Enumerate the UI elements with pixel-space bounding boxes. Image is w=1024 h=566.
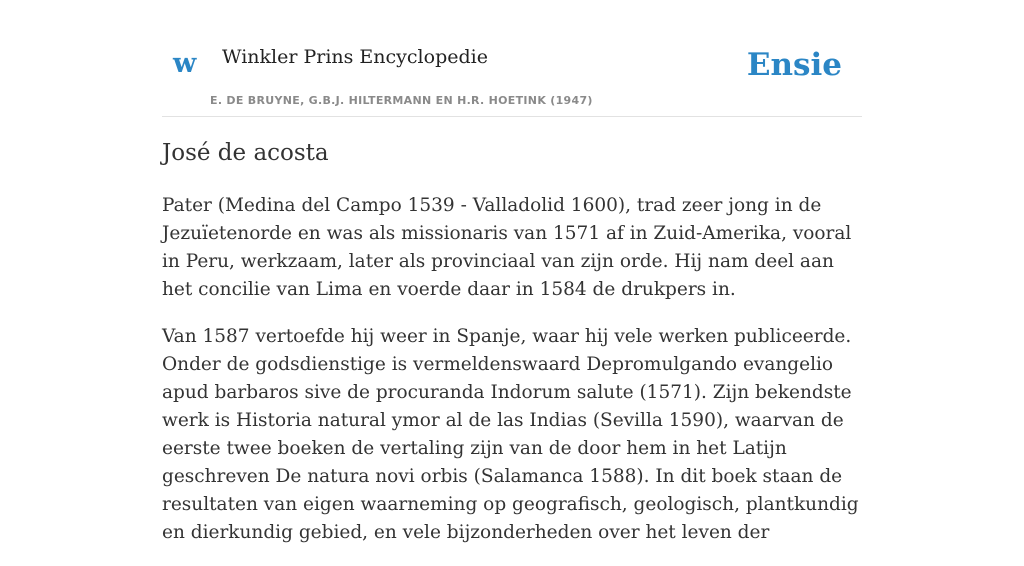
winkler-prins-logo[interactable]: w: [173, 48, 197, 79]
article-paragraph: Pater (Medina del Campo 1539 - Valladolid 1600), trad zeer jong in de Jezuïetenorde en was als missionaris van 1571 af in Zuid-Amerika, vooral in Peru, werkzaam, later als provinciaal van zijn orde. Hij nam deel aan het concilie van Lima en voerde daar in 1584 de drukpers in.: [162, 195, 852, 300]
page: [162, 0, 862, 543]
ensie-logo[interactable]: Ensie: [746, 47, 842, 83]
source-header: [162, 0, 862, 117]
source-authors: E. DE BRUYNE, G.B.J. HILTERMANN EN H.R. HOETINK (1947): [210, 94, 593, 107]
article-title: José de acosta: [162, 140, 329, 166]
source-title[interactable]: Winkler Prins Encyclopedie: [222, 46, 488, 68]
article-paragraph: Van 1587 vertoefde hij weer in Spanje, waar hij vele werken publiceerde. Onder de godsdienstige is vermeldenswaard Depromulgando evangelio apud barbaros sive de procuranda Indorum salute (1571). Zijn bekendste werk is Historia natural ymor al de las Indias (Sevilla 1590), waarvan de eerste twee boeken de vertaling zijn van de door hem in het Latijn geschreven De natura novi orbis (Salamanca 1588). In dit boek staan de resultaten van eigen waarneming op geografisch, geologisch, plantkundig en dierkundig gebied, en vele bijzonderheden over het leven der: [162, 326, 859, 543]
article-body: [162, 192, 862, 566]
